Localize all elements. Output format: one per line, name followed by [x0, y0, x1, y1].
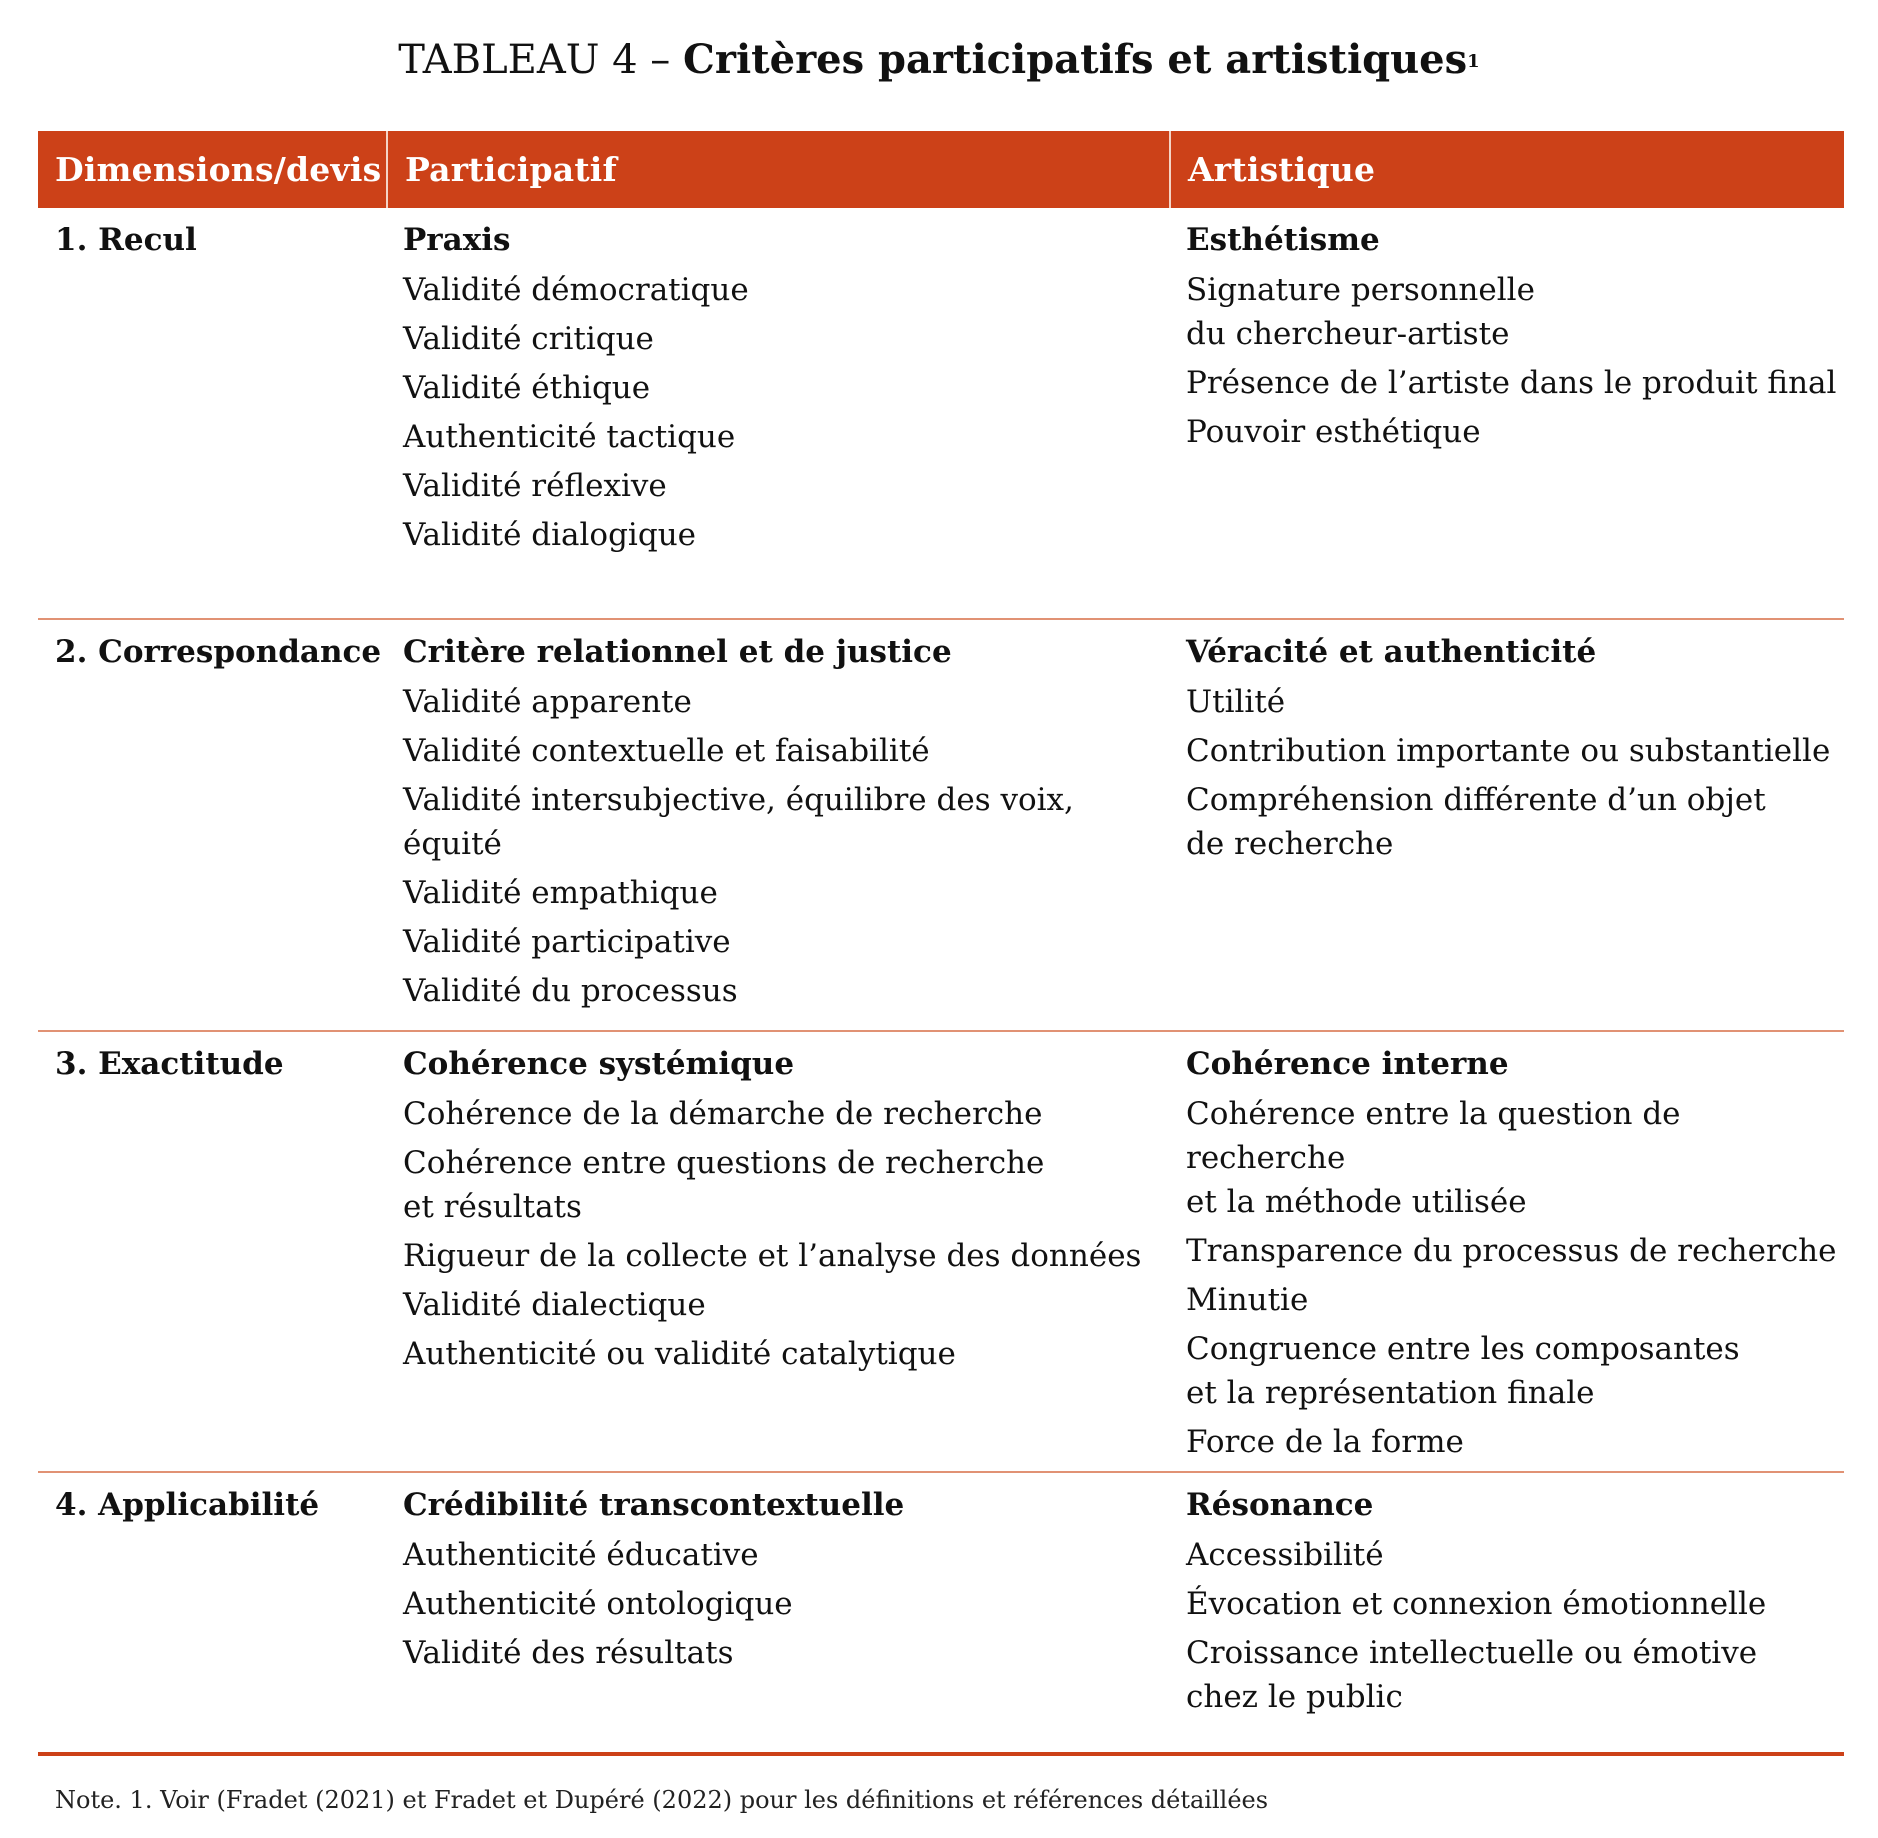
- criteria-table: [38, 131, 1844, 1756]
- artistique-criterion-heading: Esthétisme: [1186, 222, 1380, 258]
- list-item: Validité dialectique: [403, 1287, 706, 1323]
- table-note: Note. 1. Voir (Fradet (2021) et Fradet et Dupéré (2022) pour les définitions et références détaillées: [55, 1786, 1269, 1814]
- dimension-cell: [38, 208, 386, 618]
- list-item: Validité réflexive: [403, 468, 667, 504]
- list-item: Cohérence de la démarche de recherche: [403, 1096, 1043, 1132]
- dimension-cell: [38, 1473, 386, 1752]
- artistique-cell: [1169, 1032, 1844, 1471]
- list-item: Validité dialogique: [403, 517, 697, 553]
- table-row: [38, 1032, 1844, 1473]
- dimension-label: 1. Recul: [55, 222, 197, 258]
- list-item: Validité éthique: [403, 370, 651, 406]
- table-row: [38, 620, 1844, 1032]
- list-item: Utilité: [1186, 684, 1286, 720]
- list-item: Authenticité tactique: [403, 419, 736, 455]
- list-item: Validité participative: [403, 924, 731, 960]
- header-participatif: Participatif: [386, 131, 1169, 208]
- list-item: Pouvoir esthétique: [1186, 414, 1481, 450]
- participatif-cell: [386, 1032, 1169, 1471]
- list-item: Compréhension différente d’un objet de recherche: [1186, 782, 1766, 862]
- list-item: Validité empathique: [403, 875, 718, 911]
- participatif-item-list: [403, 1533, 1169, 1675]
- table-title: [0, 30, 1878, 90]
- title-prefix: TABLEAU 4 –: [398, 37, 684, 83]
- list-item: Congruence entre les composantes et la représentation finale: [1186, 1331, 1740, 1411]
- artistique-cell: [1169, 620, 1844, 1030]
- participatif-criterion-heading: Crédibilité transcontextuelle: [403, 1487, 905, 1523]
- participatif-criterion-heading: Praxis: [403, 222, 511, 258]
- artistique-cell: [1169, 208, 1844, 618]
- header-artistique: Artistique: [1169, 131, 1844, 208]
- dimension-cell: [38, 1032, 386, 1471]
- artistique-criterion-heading: Cohérence interne: [1186, 1046, 1509, 1082]
- participatif-cell: [386, 620, 1169, 1030]
- list-item: Validité intersubjective, équilibre des voix, équité: [403, 782, 1074, 862]
- list-item: Authenticité ontologique: [403, 1586, 793, 1622]
- table-row: [38, 1473, 1844, 1756]
- artistique-item-list: [1186, 680, 1844, 866]
- artistique-item-list: [1186, 1092, 1844, 1464]
- participatif-criterion-heading: Cohérence systémique: [403, 1046, 795, 1082]
- list-item: Authenticité ou validité catalytique: [403, 1336, 956, 1372]
- table-row: [38, 208, 1844, 620]
- table-body: [38, 208, 1844, 1756]
- participatif-item-list: [403, 268, 1169, 557]
- list-item: Cohérence entre questions de recherche et résultats: [403, 1145, 1045, 1225]
- artistique-item-list: [1186, 268, 1844, 454]
- dimension-cell: [38, 620, 386, 1030]
- list-item: Validité contextuelle et faisabilité: [403, 733, 930, 769]
- participatif-item-list: [403, 1092, 1169, 1376]
- participatif-cell: [386, 208, 1169, 618]
- list-item: Transparence du processus de recherche: [1186, 1233, 1837, 1269]
- artistique-criterion-heading: Résonance: [1186, 1487, 1374, 1523]
- list-item: Contribution importante ou substantielle: [1186, 733, 1831, 769]
- dimension-label: 4. Applicabilité: [55, 1487, 320, 1523]
- participatif-item-list: [403, 680, 1169, 1013]
- list-item: Validité apparente: [403, 684, 692, 720]
- list-item: Authenticité éducative: [403, 1537, 759, 1573]
- participatif-cell: [386, 1473, 1169, 1752]
- list-item: Évocation et connexion émotionnelle: [1186, 1586, 1767, 1622]
- dimension-label: 2. Correspondance: [55, 634, 382, 670]
- list-item: Validité critique: [403, 321, 654, 357]
- list-item: Validité du processus: [403, 973, 738, 1009]
- list-item: Accessibilité: [1186, 1537, 1384, 1573]
- list-item: Validité démocratique: [403, 272, 749, 308]
- list-item: Validité des résultats: [403, 1635, 734, 1671]
- list-item: Minutie: [1186, 1282, 1309, 1318]
- header-dimensions: Dimensions/devis: [55, 150, 382, 189]
- list-item: Force de la forme: [1186, 1424, 1464, 1460]
- dimension-label: 3. Exactitude: [55, 1046, 284, 1082]
- participatif-criterion-heading: Critère relationnel et de justice: [403, 634, 952, 670]
- title-footnote-mark: 1: [1467, 51, 1480, 72]
- list-item: Signature personnelle du chercheur-artiste: [1186, 272, 1535, 352]
- title-main: Critères participatifs et artistiques: [683, 36, 1468, 83]
- list-item: Cohérence entre la question de recherche et la méthode utilisée: [1186, 1096, 1681, 1220]
- artistique-item-list: [1186, 1533, 1844, 1719]
- list-item: Croissance intellectuelle ou émotive chez le public: [1186, 1635, 1758, 1715]
- list-item: Rigueur de la collecte et l’analyse des données: [403, 1238, 1142, 1274]
- table-header-row: [38, 131, 1844, 208]
- list-item: Présence de l’artiste dans le produit final: [1186, 365, 1837, 401]
- artistique-criterion-heading: Véracité et authenticité: [1186, 634, 1597, 670]
- artistique-cell: [1169, 1473, 1844, 1752]
